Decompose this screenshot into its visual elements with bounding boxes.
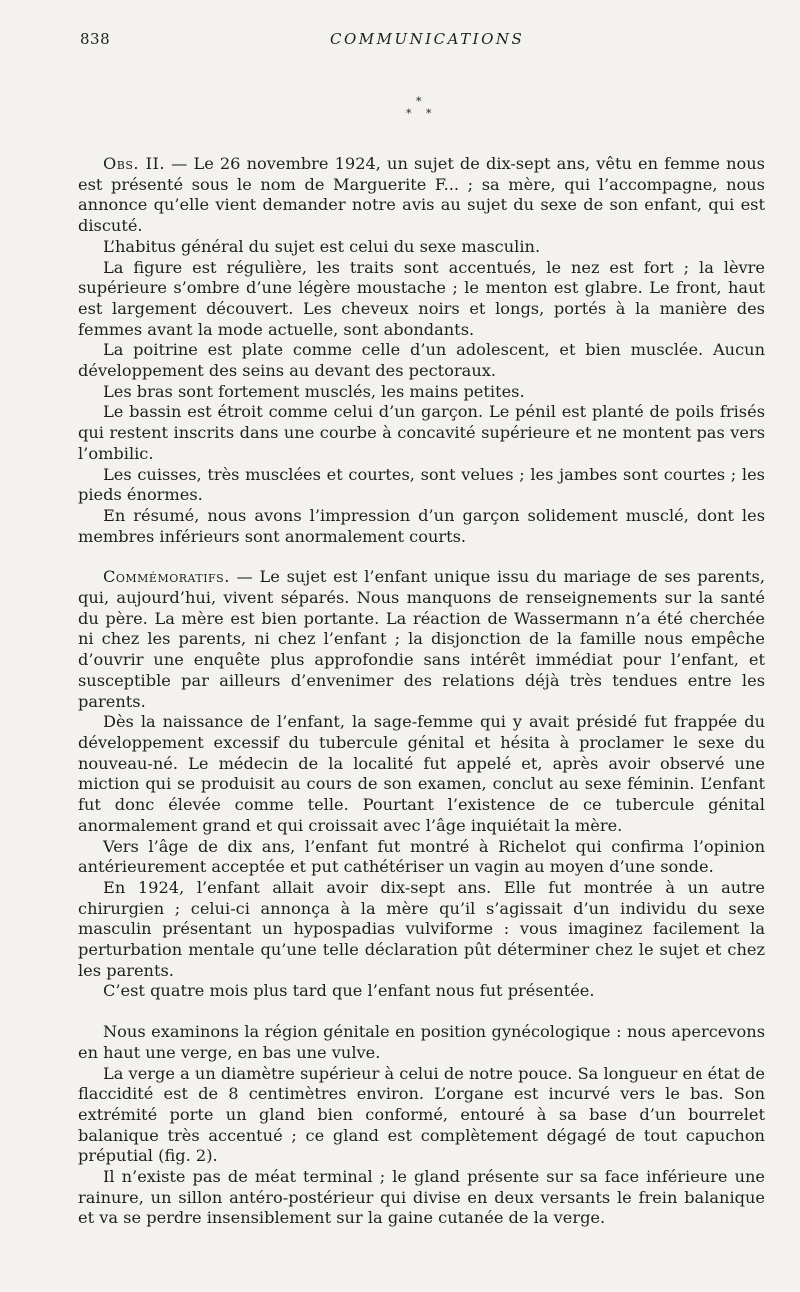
page-number: 838 xyxy=(80,30,111,48)
asterisk-right: * xyxy=(426,107,432,120)
paragraph-cuisses: Les cuisses, très musclées et courtes, sont velues ; les jambes sont courtes ; les pieds énormes. xyxy=(78,464,765,505)
obs-lead: Obs. II. xyxy=(103,154,166,173)
obs-intro-text: — Le 26 novembre 1924, un sujet de dix-sept ans, vêtu en femme nous est présenté sous le nom de Marguerite F... ; sa mère, qui l’accompagne, nous annonce qu’elle vient demander notre avis au sujet du sexe de son enfant, qui est discuté. xyxy=(78,154,765,236)
asterisk-top: * xyxy=(416,95,422,108)
paragraph-bras: Les bras sont fortement musclés, les mains petites. xyxy=(103,381,525,401)
paragraph-bassin: Le bassin est étroit comme celui d’un garçon. Le pénil est planté de poils frisés qui restent inscrits dans une courbe à concavité supérieure et ne montent pas vers l’ombilic. xyxy=(78,402,765,463)
paragraph-dix-ans: Vers l’âge de dix ans, l’enfant fut montré à Richelot qui confirma l’opinion antérieurement acceptée et put cathétériser un vagin au moyen d’une sonde. xyxy=(78,836,765,877)
asterisk-left: * xyxy=(406,107,412,120)
paragraph-figure: La figure est régulière, les traits sont accentués, le nez est fort ; la lèvre supérieure s’ombre d’une légère moustache ; le menton est glabre. Le front, haut est largement découvert. Les cheveux noirs et longs, portés à la manière des femmes avant la mode actuelle, sont abondants. xyxy=(78,257,765,339)
page-header xyxy=(80,30,760,52)
running-title: COMMUNICATIONS xyxy=(330,30,525,48)
paragraph-habitus: L’habitus général du sujet est celui du sexe masculin. xyxy=(103,236,541,256)
paragraph-poitrine: La poitrine est plate comme celle d’un adolescent, et bien musclée. Aucun développement des seins au devant des pectoraux. xyxy=(78,340,765,381)
paragraph-meat: Il n’existe pas de méat terminal ; le gland présente sur sa face inférieure une rainure, un sillon antéro-postérieur qui divise en deux versants le frein balanique et va se perdre insensiblement sur la gaine cutanée de la verge. xyxy=(78,1167,765,1228)
paragraph-verge: La verge a un diamètre supérieur à celui de notre pouce. Sa longueur en état de flaccidité est de 8 centimètres environ. L’organe est incurvé vers le bas. Son extrémité porte un gland bien conformé, entouré à sa base d’un bourrelet balanique très accentué ; ce gland est complètement dégagé de tout capuchon préputial (fig. 2). xyxy=(78,1063,765,1166)
paragraph-obs-intro xyxy=(78,154,765,237)
body-text xyxy=(78,154,765,1229)
paragraph-1924: En 1924, l’enfant allait avoir dix-sept ans. Elle fut montrée à un autre chirurgien ; celui-ci annonça à la mère qu’il s’agissait d’un individu du sexe masculin présentant un hypospadias vulviforme : vous imaginez facilement la perturbation mentale qu’une telle déclaration pût déterminer chez le sujet et chez les parents. xyxy=(78,877,765,980)
paragraph-naissance: Dès la naissance de l’enfant, la sage-femme qui y avait présidé fut frappée du développement excessif du tubercule génital et hésita à proclamer le sexe du nouveau-né. Le médecin de la localité fut appelé et, après avoir observé une miction qui se produisit au cours de son examen, conclut au sexe féminin. L’enfant fut donc élevée comme telle. Pourtant l’existence de ce tubercule génital anormalement grand et qui croissait avec l’âge inquiétait la mère. xyxy=(78,712,765,835)
paragraph-commemoratifs xyxy=(78,567,765,712)
paragraph-resume: En résumé, nous avons l’impression d’un garçon solidement musclé, dont les membres inférieurs sont anormalement courts. xyxy=(78,505,765,546)
commemoratifs-text: — Le sujet est l’enfant unique issu du mariage de ses parents, qui, aujourd’hui, vivent séparés. Nous manquons de renseignements sur la santé du père. La mère est bien portante. La réaction de Wassermann n’a été cherchée ni chez les parents, ni chez l’enfant ; la disjonction de la famille nous empêche d’ouvrir une enquête plus approfondie sans intérêt immédiat pour l’enfant, et susceptible par ailleurs d’envenimer des relations déjà très tendues entre les parents. xyxy=(78,567,765,711)
asterism-divider xyxy=(400,96,440,126)
paragraph-examen: Nous examinons la région génitale en position gynécologique : nous apercevons en haut une verge, en bas une vulve. xyxy=(78,1022,765,1062)
commemoratifs-lead: Commémoratifs. xyxy=(103,567,230,587)
paragraph-quatre-mois: C’est quatre mois plus tard que l’enfant nous fut présentée. xyxy=(103,981,595,1001)
